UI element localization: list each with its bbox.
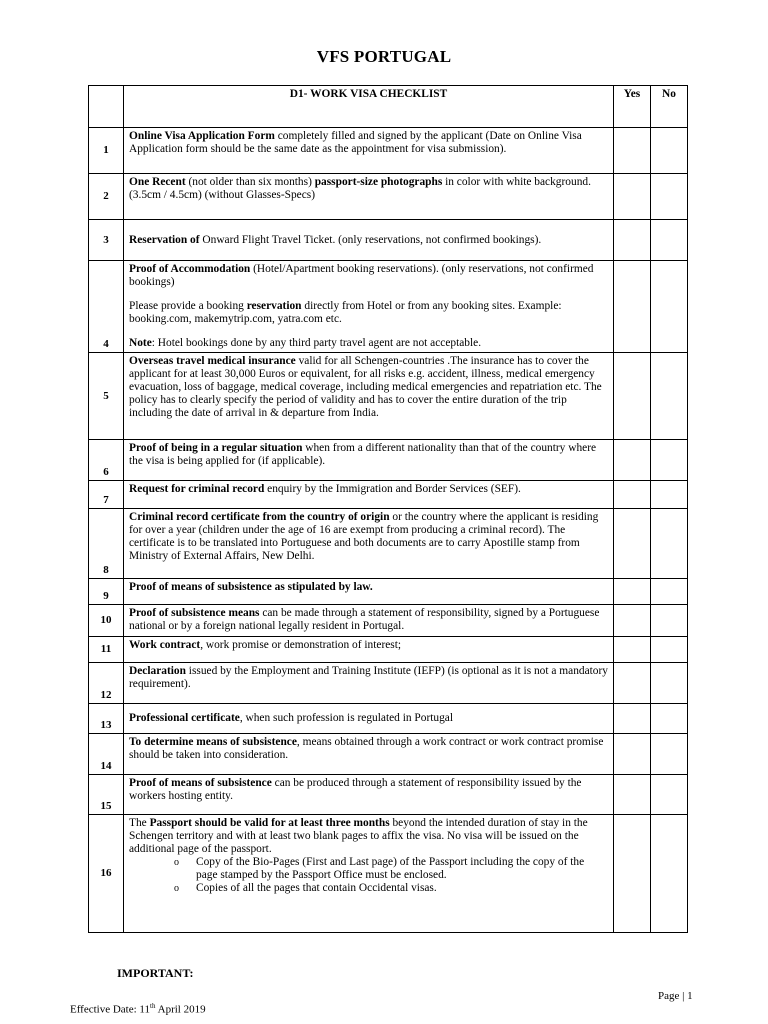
checklist-table [88,85,688,933]
important-label: IMPORTANT: [117,966,194,980]
checklist-row [89,440,688,481]
yes-checkbox-cell [614,704,651,734]
item-description [124,734,614,775]
bold-text: To determine means of subsistence [129,736,297,748]
yes-checkbox-cell [614,734,651,775]
text: can be made through a statement of responsibility, signed by a Portuguese national or by a foreign national legally resident in Portugal. [129,607,600,632]
text: when from a different nationality than that of the country where the visa is being applied for (if applicable). [129,442,597,467]
checklist-row [89,220,688,261]
text: in color with white background. (3.5cm / 4.5cm) (without Glasses-Specs) [129,176,591,201]
yes-checkbox-cell [614,815,651,933]
no-checkbox-cell [651,605,688,637]
yes-checkbox-cell [614,481,651,509]
paragraph [129,607,608,633]
checklist-row [89,579,688,605]
no-checkbox-cell [651,509,688,579]
item-number: 11 [89,637,124,663]
item-number: 13 [89,704,124,734]
effective-date-ordinal: th [150,1002,156,1010]
item-number: 14 [89,734,124,775]
text: Please provide a booking [129,300,247,312]
yes-checkbox-cell [614,775,651,815]
paragraph [129,176,608,202]
item-number: 1 [89,128,124,174]
text: beyond the intended duration of stay in the Schengen territory and with at least two blank pages to affix the visa. No visa will be issued on the additional page of the passport. [129,817,588,855]
bold-text: Passport should be valid for at least three months [149,817,390,829]
text: valid for all Schengen-countries .The insurance has to cover the applicant for at least 30,000 Euros or equivalent, for all risks e.g. accident, illness, medical emergency evacuation, loss of baggage, medical coverage, including medical emergencies and repatriation etc. The policy has to clearly specify the period of validity and has to cover the entire duration of the trip including the date of arrival in & departure from India. [129,355,602,419]
no-checkbox-cell [651,440,688,481]
effective-date-suffix: April 2019 [155,1003,206,1016]
item-description [124,128,614,174]
text: enquiry by the Immigration and Border Services (SEF). [264,483,521,495]
bold-text: passport-size photographs [314,176,443,188]
item-number: 3 [89,220,124,261]
paragraph [129,712,608,725]
yes-checkbox-cell [614,174,651,220]
item-number: 10 [89,605,124,637]
yes-checkbox-cell [614,220,651,261]
no-checkbox-cell [651,481,688,509]
bold-text: Work contract [129,639,201,651]
table-header-row [89,86,688,128]
bold-text: reservation [246,300,302,312]
checklist-row [89,174,688,220]
bold-text: Online Visa Application Form [129,130,275,142]
bold-text: Professional certificate [129,712,240,724]
item-description [124,261,614,353]
item-description [124,509,614,579]
yes-checkbox-cell [614,637,651,663]
no-checkbox-cell [651,734,688,775]
item-number: 12 [89,663,124,704]
bold-text: Request for criminal record [129,483,265,495]
item-description [124,663,614,704]
item-description [124,440,614,481]
paragraph [129,639,608,652]
checklist-row [89,815,688,933]
effective-date [70,1002,206,1016]
item-number: 9 [89,579,124,605]
text: , work promise or demonstration of interest; [200,639,402,651]
no-checkbox-cell [651,637,688,663]
item-description [124,775,614,815]
text: (not older than six months) [185,176,315,188]
item-number: 8 [89,509,124,579]
no-checkbox-cell [651,775,688,815]
text: (Hotel/Apartment booking reservations). (only reservations, not confirmed bookings) [129,263,594,288]
checklist-row [89,663,688,704]
item-description [124,353,614,440]
yes-checkbox-cell [614,128,651,174]
paragraph [129,581,608,594]
paragraph [129,665,608,691]
paragraph [129,511,608,563]
checklist-row [89,481,688,509]
item-number: 15 [89,775,124,815]
bold-text: Criminal record certificate from the country of origin [129,511,390,523]
no-checkbox-cell [651,220,688,261]
bold-text: Proof of subsistence means [129,607,260,619]
checklist-row [89,353,688,440]
item-description [124,704,614,734]
page-number: Page | 1 [658,990,693,1002]
yes-checkbox-cell [614,579,651,605]
text: , means obtained through a work contract or work contract promise should be taken into consideration. [129,736,604,761]
sub-list [129,856,608,895]
bold-text: Proof of Accommodation [129,263,251,275]
no-checkbox-cell [651,128,688,174]
item-description [124,605,614,637]
no-checkbox-cell [651,353,688,440]
checklist-row [89,775,688,815]
no-column-header: No [651,86,688,128]
text: : Hotel bookings done by any third party travel agent are not acceptable. [151,337,482,349]
text: can be produced through a statement of responsibility issued by the workers hosting entity. [129,777,582,802]
checklist-row [89,734,688,775]
yes-checkbox-cell [614,353,651,440]
no-checkbox-cell [651,261,688,353]
bold-text: Proof of being in a regular situation [129,442,303,454]
text: The [129,817,150,829]
no-checkbox-cell [651,663,688,704]
paragraph [129,483,608,496]
paragraph [129,736,608,762]
checklist-row [89,261,688,353]
text: or the country where the applicant is residing for over a year (children under the age of 16 are exempt from producing a criminal record). The certificate is to be translated into Portuguese and both documents are to carry Apostille stamp from Ministry of External Affairs, New Delhi. [129,511,599,562]
no-checkbox-cell [651,579,688,605]
bold-text: Overseas travel medical insurance [129,355,296,367]
bold-text: Reservation of [129,233,200,246]
item-number: 5 [89,353,124,440]
yes-checkbox-cell [614,440,651,481]
no-checkbox-cell [651,704,688,734]
item-number: 6 [89,440,124,481]
item-number: 7 [89,481,124,509]
list-item: o Copy of the Bio-Pages (First and Last page) of the Passport including the copy of the page stamped by the Passport Office must be enclosed. [174,856,608,882]
paragraph [129,355,608,420]
checklist-row [89,509,688,579]
item-number: 16 [89,815,124,933]
yes-column-header: Yes [614,86,651,128]
checklist-row [89,704,688,734]
checklist-row [89,637,688,663]
bold-text: Note [129,337,152,349]
item-number: 2 [89,174,124,220]
text: directly from Hotel or from any booking sites. Example: booking.com, makemytrip.com, yatra.com etc. [129,300,562,325]
paragraph [129,130,608,156]
item-description [124,174,614,220]
checklist-row [89,128,688,174]
bold-text: Declaration [129,665,186,677]
checklist-row [89,605,688,637]
text: Onward Flight Travel Ticket. (only reservations, not confirmed bookings). [199,233,542,246]
item-description [124,579,614,605]
item-description [124,637,614,663]
bold-text: Proof of means of subsistence as stipulated by law. [129,581,373,593]
bold-text: Proof of means of subsistence [129,777,272,789]
text: , when such profession is regulated in Portugal [239,712,454,724]
header-num-cell [89,86,124,128]
checklist-heading: D1- WORK VISA CHECKLIST [124,86,614,128]
item-description [124,481,614,509]
paragraph [129,817,608,856]
yes-checkbox-cell [614,261,651,353]
yes-checkbox-cell [614,509,651,579]
bold-text: One Recent [129,176,186,188]
note-paragraph [129,337,608,350]
no-checkbox-cell [651,174,688,220]
effective-date-prefix: Effective Date: 11 [70,1003,151,1016]
paragraph [129,300,608,326]
paragraph [129,234,608,247]
item-number: 4 [89,261,124,353]
paragraph [129,777,608,803]
text: issued by the Employment and Training Institute (IEFP) (is optional as it is not a mandatory requirement). [129,665,608,690]
text: completely filled and signed by the applicant (Date on Online Visa Application form should be the same date as the appointment for visa submission). [129,130,582,155]
paragraph [129,442,608,468]
list-item: o Copies of all the pages that contain Occidental visas. [174,882,608,895]
yes-checkbox-cell [614,663,651,704]
page-title: VFS PORTUGAL [316,47,452,66]
no-checkbox-cell [651,815,688,933]
item-description [124,815,614,933]
paragraph [129,263,608,289]
yes-checkbox-cell [614,605,651,637]
item-description [124,220,614,261]
